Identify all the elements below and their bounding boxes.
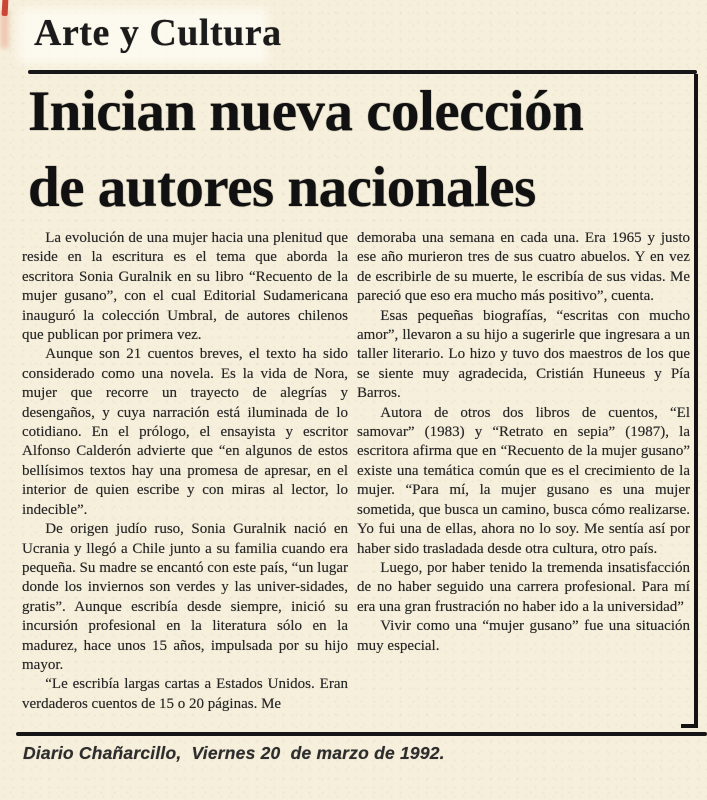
section-header: Arte y Cultura [34, 12, 282, 54]
paragraph: “Le escribía largas cartas a Estados Unidos. Eran verdaderos cuentos de 15 o 20 páginas. Me [22, 676, 348, 712]
article-left-column [22, 229, 348, 714]
article-right-column [357, 229, 690, 656]
paragraph: Autora de otros dos libros de cuentos, “El samovar” (1983) y “Retrato en sepia” (1987), la escritora afirma que en “Recuento de la mujer gusano” existe una temática común que es el crecimiento de la mujer. “Para mí, la mujer gusano es una mujer sometida, que busca un camino, busca cómo realizarse. Yo fui una de ellas, ahora no lo soy. Me sentía así por haber sido trasladada desde otra cultura, otro país. [357, 404, 690, 557]
headline-line-1: Inician nueva colección [28, 80, 584, 143]
headline-line-2: de autores nacionales [28, 156, 536, 219]
paragraph: demoraba una semana en cada una. Era 1965 y justo ese año murieron tres de sus cuatro abuelos. Y en vez de escribirle de su muerte, le escribía de sus vidas. Me pareció que eso era mucho más positivo”, cuenta. [357, 230, 690, 305]
paragraph: La evolución de una mujer hacia una plenitud que reside en la escritura es el tema que aborda la escritora Sonia Guralnik en su libro “Recuento de la mujer gusano”, con el cual Editorial Sudamericana inauguró la colección Umbral, de autores chilenos que publican por primera vez. [22, 230, 348, 344]
red-pen-mark [2, 0, 9, 16]
footer-rule [16, 732, 707, 736]
headline [28, 74, 693, 226]
paragraph: Vivir como una “mujer gusano” fue una situación muy especial. [357, 618, 690, 654]
paragraph: Esas pequeñas biografías, “escritas con mucho amor”, llevaron a su hijo a sugerirle que ingresara a un taller literario. Lo hizo y tuvo dos maestros de los que se siente muy agradecida, Cristián Huneeus y Pía Barros. [357, 307, 690, 402]
paragraph: Aunque son 21 cuentos breves, el texto ha sido considerado como una novela. Es la vida de Nora, mujer que recorre un trayecto de alegrías y desengaños, y cuya narración está iluminada de lo cotidiano. En el prólogo, el ensayista y escritor Alfonso Calderón advierte que “en algunos de estos bellísimos textos hay una promesa de apresar, en el interior de quien escribe y con miras al lector, lo indecible”. [22, 346, 348, 518]
paragraph: De origen judío ruso, Sonia Guralnik nació en Ucrania y llegó a Chile junto a su familia cuando era pequeña. Su madre se encantó con este país, “un lugar donde los inviernos son verdes y las univer-sidades, gratis”. Aunque escribía desde siempre, inició su incursión profesional en la literatura sólo en la madurez, hace unos 15 años, impulsada por su hijo mayor. [22, 521, 348, 673]
source-caption: Diario Chañarcillo, Viernes 20 de marzo de 1992. [23, 743, 445, 763]
right-column-rule [694, 74, 698, 728]
paragraph: Luego, por haber tenido la tremenda insatisfacción de no haber seguido una carrera profesional. Para mí era una gran frustración no haber ido a la universidad” [357, 559, 690, 615]
